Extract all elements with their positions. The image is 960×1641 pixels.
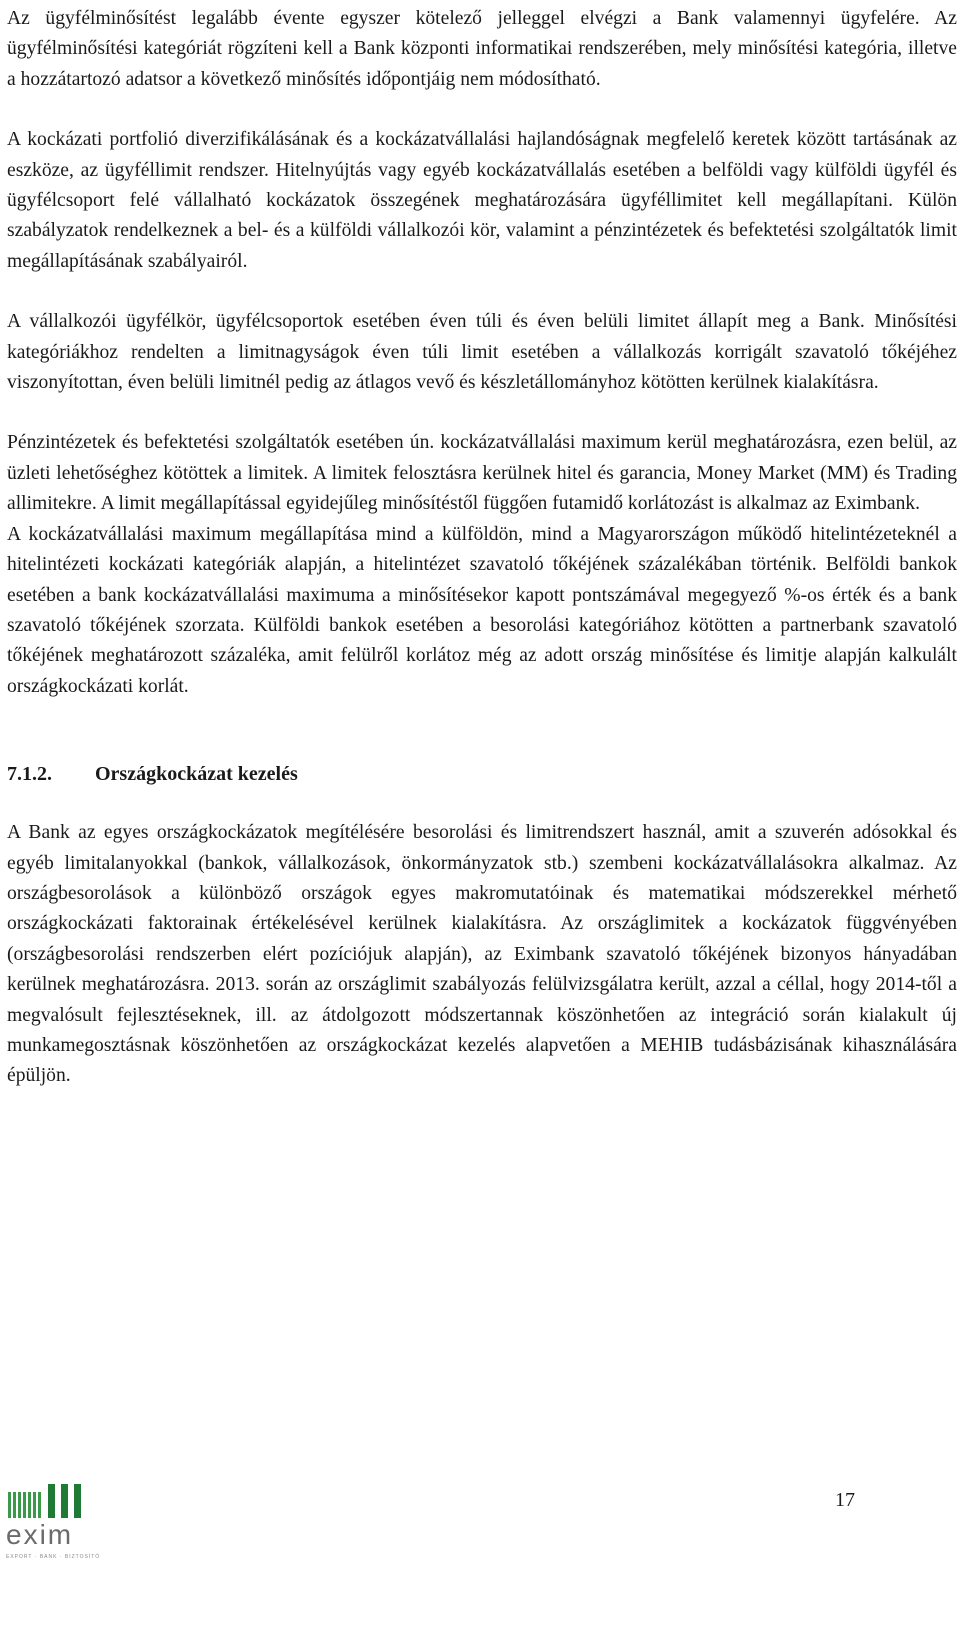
paragraph-financial-institutions: Pénzintézetek és befektetési szolgáltatók esetében ún. kockázatvállalási maximum kerül meghatározásra, ezen belül, az üzleti lehetőséghez kötöttek a limitek. A limitek felosztásra kerülnek hitel és garancia, Money Market (MM) és Trading allimitekre. A limit megállapítással egyidejűleg minősítéstől függően futamidő korlátozást is alkalmaz az Eximbank. — [7, 432, 957, 515]
exim-logo — [6, 1482, 101, 1564]
paragraph-corporate-limits: A vállalkozói ügyfélkör, ügyfélcsoportok esetében éven túli és éven belüli limitet állapít meg a Bank. Minősítési kategóriákhoz rendelten a limitnagyságok éven túli limit esetében a vállalkozás korrigált szavatoló tőkéjéhez viszonyítottan, éven belüli limitnél pedig az átlagos vevő és készletállományhoz kötötten kerülnek kialakításra. — [7, 311, 957, 394]
paragraph-client-rating: Az ügyfélminősítést legalább évente egyszer kötelező jelleggel elvégzi a Bank valamennyi ügyfelére. Az ügyfélminősítési kategóriát rögzíteni kell a Bank központi informatikai rendszerében, mely minősítési kategória, illetve a hozzátartozó adatsor a következő minősítés időpontjáig nem módosítható. — [7, 8, 957, 90]
paragraph-client-limit: A kockázati portfolió diverzifikálásának és a kockázatvállalási hajlandóságnak megfelelő keretek között tartásának az eszköze, az ügyféllimit rendszer. Hitelnyújtás vagy egyéb kockázatvállalás esetében a belföldi vagy külföldi ügyfél és ügyfélcsoport felé vállalható kockázatok összegének meghatározására ügyféllimitet kell megállapítani. Külön szabályzatok rendelkeznek a bel- és a külföldi vállalkozói kör, valamint a pénzintézetek és befektetési szolgáltatók limit megállapításának szabályairól. — [7, 129, 957, 272]
logo-text: exim — [6, 1519, 74, 1550]
document-body — [7, 4, 957, 1092]
logo-tagline: EXPORT · BANK · BIZTOSÍTÓ — [6, 1554, 101, 1560]
paragraph-risk-maximum: A kockázatvállalási maximum megállapítása mind a külföldön, mind a Magyarországon működő hitelintézeteknél a hitelintézeti kockázati kategóriák alapján, a hitelintézet szavatoló tőkéjének százalékában történik. Belföldi bankok esetében a bank kockázatvállalási maximuma a minősítésekor kapott pontszámával megegyező %-os érték és a bank szavatoló tőkéjének szorzata. Külföldi bankok esetében a besorolási kategóriához kötötten a partnerbank szavatoló tőkéjének meghatározott százaléka, amit felülről korlátoz még az adott ország minősítése és limitje alapján kalkulált országkockázati korlát. — [7, 523, 957, 697]
page-number: 17 — [835, 1489, 855, 1511]
logo-bars-icon — [6, 1482, 96, 1522]
section-number: 7.1.2. — [7, 763, 52, 786]
section-title: Országkockázat kezelés — [95, 763, 298, 786]
paragraph-country-risk: A Bank az egyes országkockázatok megítélésére besorolási és limitrendszert használ, amit a szuverén adósokkal és egyéb limitalanyokkal (bankok, vállalkozások, önkormányzatok stb.) szembeni kockázatvállalásokra alkalmaz. Az országbesorolások a különböző országok egyes makromutatóinak és matematikai módszerekkel mérhető országkockázati faktorainak értékelésével kerülnek kialakításra. Az országlimitek a kockázatok függvényében (országbesorolási rendszerben elért pozíciójuk alapján), az Eximbank szavatoló tőkéjének bizonyos hányadában kerülnek meghatározásra. 2013. során az országlimit szabályozás felülvizsgálatra került, azzal a céllal, hogy 2014-től a megvalósult fejlesztéseknek, ill. az átdolgozott módszertannak köszönhetően az integráció során kialakult új munkamegosztásnak köszönhetően az országkockázat kezelés alapvetően a MEHIB tudásbázisának kihasználására épüljön. — [7, 822, 957, 1087]
section-heading — [7, 759, 957, 789]
